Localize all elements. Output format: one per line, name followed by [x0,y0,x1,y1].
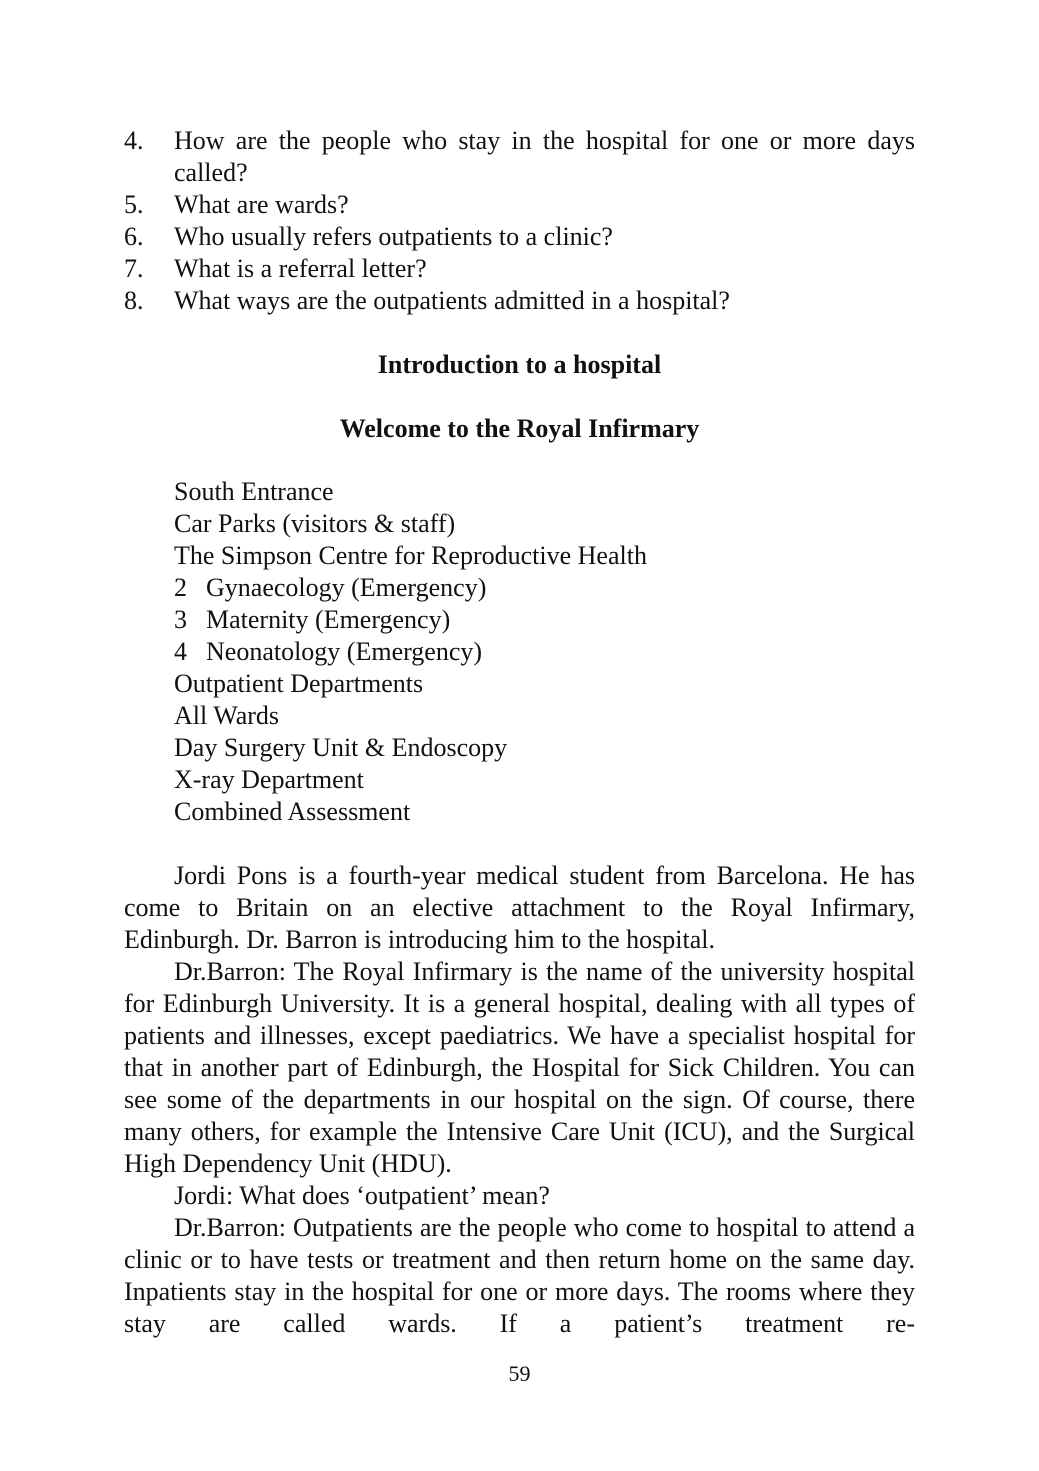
sign-item: Car Parks (visitors & staff) [174,509,456,538]
question-number: 7. [124,254,144,283]
question-text: What are wards? [174,190,349,219]
sign-item: The Simpson Centre for Reproductive Health [174,541,647,570]
question-number: 6. [124,222,144,251]
paragraph: Dr.Barron: Outpatients are the people who come to hospital to attend a clinic or to have tests or treatment and then return home on the same day. Inpatients stay in the hospital for one or more days. The rooms where they stay are called wards. If a patient’s treatment re- [124,1213,915,1338]
list-item [124,285,915,317]
question-text: Who usually refers outpatients to a clinic? [174,222,613,251]
sign-item-label: Maternity (Emergency) [206,605,451,634]
question-text: How are the people who stay in the hospital for one or more days called? [174,126,915,187]
page-number: 59 [508,1361,531,1386]
sign-item-label: Neonatology (Emergency) [206,637,483,666]
sign-item: X-ray Department [174,765,364,794]
sign-item: Day Surgery Unit & Endoscopy [174,733,508,762]
paragraph: Dr.Barron: The Royal Infirmary is the name of the university hospital for Edinburgh University. It is a general hospital, dealing with all types of patients and illnesses, except paediatrics. We have a specialist hospital for that in another part of Edinburgh, the Hospital for Sick Children. You can see some of the departments in our hospital on the sign. Of course, there many others, for example the Intensive Care Unit (ICU), and the Surgical High Dependency Unit (HDU). [124,957,915,1178]
sign-item-label: Gynaecology (Emergency) [206,573,487,602]
sign-item [174,604,915,636]
question-number: 4. [124,126,144,155]
sign-item-number: 3 [174,605,187,634]
question-list [124,125,915,317]
list-item [124,221,915,253]
question-number: 8. [124,286,144,315]
sign-item-number: 4 [174,637,187,666]
sign-item: All Wards [174,701,280,730]
sign-item [174,572,915,604]
paragraph: Jordi Pons is a fourth-year medical student from Barcelona. He has come to Britain on an elective attachment to the Royal Infirmary, Edinburgh. Dr. Barron is introducing him to the hospital. [124,861,915,954]
page-content [124,125,915,1340]
section-title: Introduction to a hospital [377,350,662,379]
list-item [124,253,915,285]
sign-item-number: 2 [174,573,187,602]
question-text: What ways are the outpatients admitted in a hospital? [174,286,730,315]
sign-item: South Entrance [174,477,334,506]
sign-item [174,636,915,668]
dialogue-text [124,860,915,1340]
list-item [124,189,915,221]
sign-item: Outpatient Departments [174,669,424,698]
sign-item: Combined Assessment [174,797,411,826]
question-number: 5. [124,190,144,219]
hospital-sign-list [124,476,915,828]
question-text: What is a referral letter? [174,254,427,283]
paragraph: Jordi: What does ‘outpatient’ mean? [174,1181,550,1210]
list-item [124,125,915,189]
sign-title: Welcome to the Royal Infirmary [339,414,700,443]
